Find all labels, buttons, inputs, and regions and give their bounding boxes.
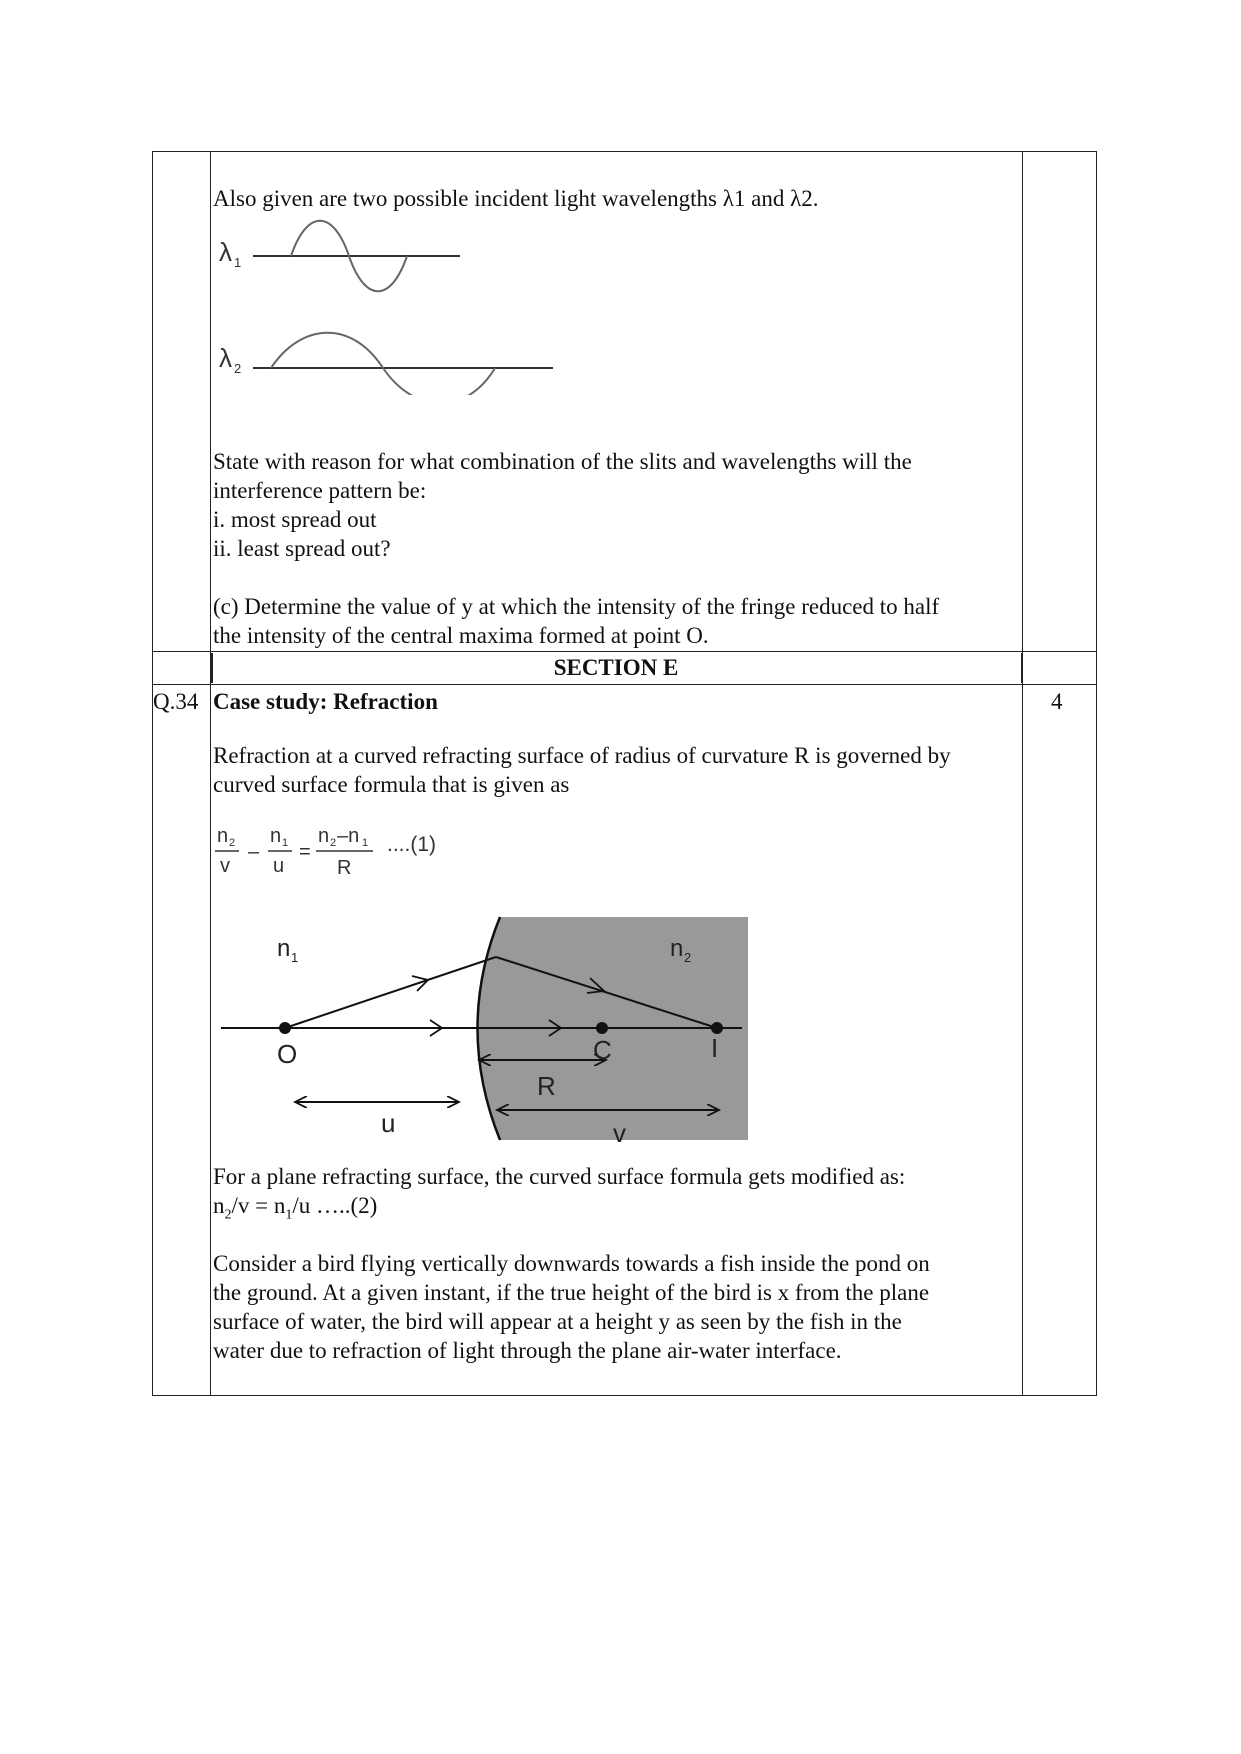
formula-tag: ....(1)	[387, 833, 437, 856]
formula-u: u	[273, 855, 285, 877]
plane-formula-n2: n	[213, 1193, 225, 1218]
plane-formula-mid: /v = n	[231, 1193, 286, 1218]
formula-den: R	[337, 857, 352, 879]
question-title: Case study: Refraction	[213, 689, 438, 714]
lambda1-label: λ	[219, 237, 232, 267]
label-n2: n	[670, 935, 684, 962]
section-row-right-edge	[1021, 653, 1023, 683]
formula-num-sub-a: 2	[330, 837, 337, 849]
section-heading: SECTION E	[553, 655, 679, 680]
lambda2-sub: 2	[234, 361, 242, 376]
plane-surface-text: For a plane refracting surface, the curved surface formula gets modified as:	[213, 1164, 906, 1189]
point-C	[596, 1022, 608, 1034]
lambda2-wave	[271, 333, 495, 395]
plane-formula-tail: /u …..(2)	[292, 1193, 378, 1218]
label-R: R	[537, 1071, 556, 1101]
label-u: u	[381, 1108, 396, 1138]
part-c-question: (c) Determine the value of y at which the intensity of the fringe reduced to half the intensity of the central maxima formed at point O.	[213, 594, 940, 648]
label-v: v	[613, 1118, 626, 1142]
label-n1-sub: 1	[291, 950, 299, 965]
lambda2-label: λ	[219, 343, 232, 373]
lambda1-sub: 1	[234, 255, 242, 270]
table-col-divider-2	[1022, 151, 1023, 1396]
label-I: I	[711, 1033, 719, 1063]
section-row-bottom-border	[152, 684, 1097, 685]
point-O	[279, 1022, 291, 1034]
formula-num-sub-b: 1	[362, 837, 369, 849]
formula-n2-sub: 2	[229, 837, 236, 849]
plane-formula-n1-sub: 1	[285, 1207, 293, 1223]
refraction-diagram	[215, 912, 755, 1142]
formula-v: v	[220, 855, 230, 877]
formula-n1: n	[270, 825, 282, 847]
label-n1: n	[277, 935, 291, 962]
label-O: O	[277, 1039, 298, 1069]
plane-surface-formula	[213, 1191, 377, 1230]
incident-ray	[285, 957, 496, 1028]
part-b-question: State with reason for what combination of the slits and wavelengths will the interference pattern be: i. most spread out ii. least spread out?	[213, 449, 912, 561]
question-marks: 4	[1051, 689, 1063, 714]
bird-scenario-text: Consider a bird flying vertically downwards towards a fish inside the pond on the ground. At a given instant, if the true height of the bird is x from the plane surface of water, the bird will appear at a height y as seen by the fish in the water due to refraction of light through the plane air-water interface.	[213, 1251, 930, 1363]
formula-n2: n	[217, 825, 229, 847]
part-b-intro: Also given are two possible incident light wavelengths λ1 and λ2.	[213, 186, 819, 211]
table-col-divider-1	[210, 151, 211, 1396]
plane-formula-n2-sub: 2	[224, 1207, 232, 1223]
question-number: Q.34	[153, 689, 199, 714]
curved-surface-formula	[213, 820, 453, 882]
formula-num-n: n	[318, 825, 330, 847]
formula-num-mid: –n	[337, 825, 360, 847]
wavelength-diagram	[215, 215, 555, 395]
label-C: C	[593, 1035, 612, 1065]
section-row-top-border	[152, 651, 1097, 652]
formula-eq: =	[299, 841, 311, 863]
formula-minus: –	[248, 841, 260, 863]
formula-n1-sub: 1	[282, 837, 289, 849]
label-n2-sub: 2	[684, 950, 692, 965]
question-intro: Refraction at a curved refracting surface of radius of curvature R is governed by curved surface formula that is given as	[213, 743, 951, 797]
